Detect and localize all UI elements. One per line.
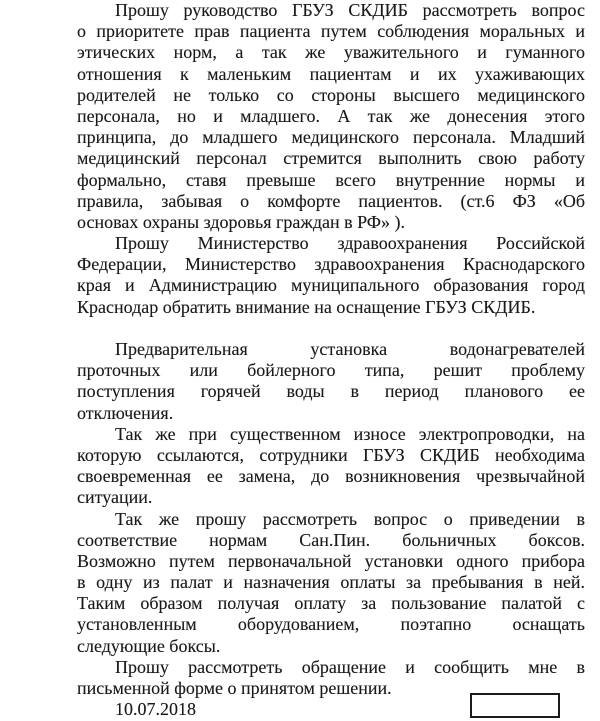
paragraph-appeal-ministries-line: края и Администрацию муниципального образования город <box>77 275 585 296</box>
date-line-line: 10.07.2018 <box>115 699 196 720</box>
paragraph-wiring-line: ситуации. <box>77 487 153 508</box>
paragraph-appeal-hospital-line: Прошу руководство ГБУЗ СКДИБ рассмотреть вопрос <box>115 0 585 20</box>
paragraph-appeal-hospital-line: медицинский персонал стремится выполнить свою работу <box>77 148 585 169</box>
paragraph-appeal-hospital-line: о приоритете прав пациента путем соблюдения моральных и <box>77 21 585 42</box>
paragraph-water-heaters-line: проточных или бойлерного типа, решит проблему <box>77 360 585 381</box>
paragraph-wiring-line: своевременная ее замена, до возникновения чрезвычайной <box>77 466 585 487</box>
paragraph-boxes-line: в одну из палат и назначения оплаты за пребывания в ней. <box>77 572 585 593</box>
paragraph-boxes-line: Так же прошу рассмотреть вопрос о приведении в <box>115 508 585 529</box>
paragraph-closing-line: письменной форме о принятом решении. <box>77 678 392 698</box>
document-body <box>77 0 585 720</box>
paragraph-boxes-line: соответствие нормам Сан.Пин. больничных боксов. <box>77 529 585 550</box>
paragraph-appeal-hospital-line: формально, ставя превыше всего внутренние нормы и <box>77 169 585 190</box>
blank-line <box>77 318 585 339</box>
paragraph-boxes-line: следующие боксы. <box>77 635 221 656</box>
paragraph-appeal-hospital-line: персонала, но и младшего. А так же донесения этого <box>77 105 585 126</box>
paragraph-appeal-hospital-line: родителей не только со стороны высшего медицинского <box>77 84 585 105</box>
paragraph-appeal-ministries-line: Краснодар обратить внимание на оснащение ГБУЗ СКДИБ. <box>77 296 536 317</box>
paragraph-appeal-ministries-line: Прошу Министерство здравоохранения Российской <box>115 233 585 254</box>
paragraph-boxes-line: Таким образом получая оплату за пользование палатой с <box>77 593 585 614</box>
paragraph-closing-line: Прошу рассмотреть обращение и сообщить мне в <box>115 656 585 677</box>
paragraph-water-heaters-line: поступления горячей воды в период планового ее <box>77 381 585 402</box>
paragraph-boxes-line: Возможно путем первоначальной установки одного прибора <box>77 550 585 571</box>
paragraph-wiring-line: которую ссылаются, сотрудники ГБУЗ СКДИБ необходима <box>77 444 585 465</box>
paragraph-water-heaters-line: отключения. <box>77 402 174 423</box>
paragraph-wiring-line: Так же при существенном износе электропроводки, на <box>115 423 585 444</box>
paragraph-appeal-hospital-line: основах охраны здоровья граждан в РФ» ). <box>77 211 406 232</box>
paragraph-appeal-hospital-line: этических норм, а так же уважительного и гуманного <box>77 42 585 63</box>
empty-signature-box <box>470 693 560 718</box>
paragraph-boxes-line: установленным оборудованием, поэтапно оснащать <box>77 614 585 635</box>
paragraph-appeal-ministries-line: Федерации, Министерство здравоохранения Краснодарского <box>77 254 585 275</box>
paragraph-appeal-hospital-line: принципа, до младшего медицинского персонала. Младший <box>77 127 585 148</box>
paragraph-water-heaters-line: Предварительная установка водонагревателей <box>115 339 585 359</box>
paragraph-appeal-hospital-line: правила, забывая о комфорте пациентов. (ст.6 ФЗ «Об <box>77 190 585 211</box>
paragraph-appeal-hospital-line: отношения к маленьким пациентам и их ухаживающих <box>77 63 585 84</box>
